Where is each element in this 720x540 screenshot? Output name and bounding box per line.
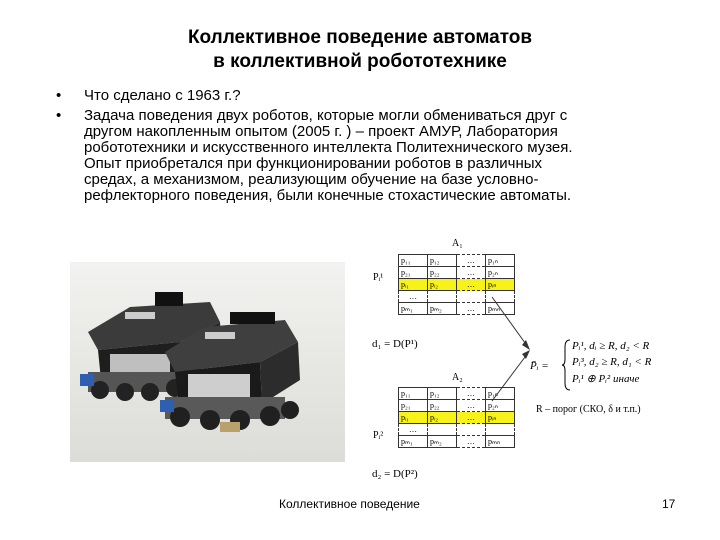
bullet-2-line-1: Задача поведения двух роботов, которые могли обмениваться друг с <box>84 107 568 124</box>
matrix-cell: pₘ₂ <box>428 303 457 315</box>
title-line-2: в коллективной робототехнике <box>213 51 507 72</box>
matrix-cell: p₁₁ <box>399 255 428 267</box>
matrix-cell: p₂₂ <box>428 400 457 412</box>
formula-case-1: Pᵢ¹, dᵢ ≥ R, d₂ < R <box>572 340 650 352</box>
matrix-cell: pₘₙ <box>486 303 515 315</box>
matrix-cell <box>428 424 457 436</box>
robots-photo <box>70 262 345 462</box>
matrix-row <box>399 255 515 267</box>
matrix-cell: pᵢ₂ <box>428 412 457 424</box>
formula-brace <box>562 339 572 391</box>
matrix-cell: p₂₁ <box>399 267 428 279</box>
matrix-row-highlighted <box>399 412 515 424</box>
formula-case-3: Pᵢ¹ ⊕ Pᵢ² иначе <box>572 373 640 385</box>
matrix-cell: p₂₂ <box>428 267 457 279</box>
matrix-cell: pᵢₙ <box>486 279 515 291</box>
matrix-cell: … <box>457 400 486 412</box>
a1-label: A₁ <box>452 238 463 249</box>
matrix-cell: pₘₙ <box>486 436 515 448</box>
formula-case-2: Pᵢ³, d₂ ≥ R, d₁ < R <box>572 356 652 368</box>
bullet-2-line-3: робототехники и искусственного интеллекта Политехнического музея. <box>84 139 573 156</box>
footer-text: Коллективное поведение <box>279 497 420 511</box>
p1-label: Pᵢ¹ <box>373 272 384 283</box>
matrix-cell: p₁₂ <box>428 388 457 400</box>
a2-label: A₂ <box>452 372 463 383</box>
bullet-2-line-2: другом накопленным опытом (2005 г. ) – проект АМУР, Лаборатория <box>84 123 558 140</box>
matrix-cell: p₁ₙ <box>486 388 515 400</box>
bullet-dot: • <box>56 87 62 104</box>
d2-label: d₂ = D(P²) <box>372 468 418 480</box>
matrix-cell: pᵢ₁ <box>399 412 428 424</box>
bullet-2-line-5: средах, а механизмом, реализующим обучение на базе условно- <box>84 171 539 188</box>
bullet-1-line-1: Что сделано с 1963 г.? <box>84 87 241 104</box>
bullet-item-1 <box>56 88 686 104</box>
matrix-cell <box>457 424 486 436</box>
bullet-2-line-4: Опыт приобретался при функционировании роботов в различных <box>84 155 543 172</box>
matrix-cell: … <box>457 303 486 315</box>
matrix-cell: p₁₂ <box>428 255 457 267</box>
matrix-cell <box>486 424 515 436</box>
matrix-cell: … <box>457 267 486 279</box>
matrix-cell: … <box>457 412 486 424</box>
matrix-cell <box>428 291 457 303</box>
matrix-cell: pₘ₁ <box>399 303 428 315</box>
formula-lhs: P̄ᵢ = <box>530 360 549 372</box>
matrix-row <box>399 436 515 448</box>
matrix-cell: … <box>457 279 486 291</box>
bullet-2-line-6: рефлекторного поведения, были конечные стохастические автоматы. <box>84 187 572 204</box>
matrix-cell: … <box>399 424 428 436</box>
matrix-cell <box>457 291 486 303</box>
p2-label: Pᵢ² <box>373 430 384 441</box>
matrix-cell: pᵢ₁ <box>399 279 428 291</box>
matrix-row <box>399 267 515 279</box>
matrix-cell: p₂₁ <box>399 400 428 412</box>
bullet-list <box>56 88 686 204</box>
matrix-cell: … <box>457 255 486 267</box>
matrix-row <box>399 424 515 436</box>
matrix-cell: pₘ₂ <box>428 436 457 448</box>
matrix-cell: … <box>457 388 486 400</box>
matrix-row-highlighted <box>399 279 515 291</box>
d1-label: d₁ = D(P¹) <box>372 338 418 350</box>
matrix-cell: … <box>457 436 486 448</box>
matrix-cell: pᵢₙ <box>486 412 515 424</box>
arrows <box>490 295 540 405</box>
bullet-dot: • <box>56 107 62 124</box>
matrix-cell: pₘ₁ <box>399 436 428 448</box>
matrix-cell: p₂ₙ <box>486 400 515 412</box>
matrix-cell: p₁₁ <box>399 388 428 400</box>
page-number: 17 <box>662 497 676 511</box>
bullet-item-2 <box>56 108 686 204</box>
title-line-1: Коллективное поведение автоматов <box>187 27 533 48</box>
matrix-cell: … <box>399 291 428 303</box>
matrix-cell: p₂ₙ <box>486 267 515 279</box>
matrix-cell: pᵢ₂ <box>428 279 457 291</box>
matrix-cell: p₁ₙ <box>486 255 515 267</box>
slide-title <box>60 26 660 74</box>
threshold-note: R – порог (СКО, δ и т.п.) <box>536 404 641 415</box>
